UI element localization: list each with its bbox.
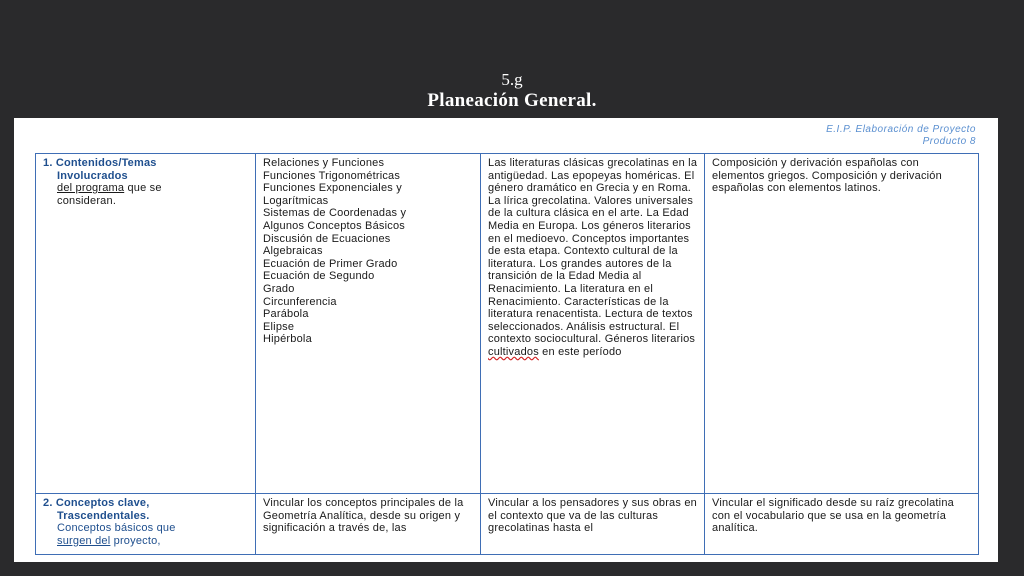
row-label-title-cont: Involucrados [57,169,128,182]
underlined-text: del programa [57,182,125,195]
etymology-topics-cell: Composición y derivación españolas con elementos griegos. Composición y derivación españolas con elementos latinos. [705,154,979,494]
list-item: Funciones Exponenciales y [263,182,402,195]
list-item: Algunos Conceptos Básicos [263,219,405,232]
row-label-subtitle [43,182,250,195]
row-label-cell [36,154,256,494]
document-header-project: E.I.P. Elaboración de Proyecto [826,124,976,135]
slide-title-text: Planeación General. [427,90,597,111]
list-item: Circunferencia [263,295,337,308]
slide-title-number: 5.g [501,70,523,89]
list-item: Sistemas de Coordenadas y [263,207,407,220]
table-row [36,494,979,555]
list-item: Parábola [263,308,309,321]
list-item: Relaciones y Funciones [263,157,385,169]
row-label-title: 2. Conceptos clave, [43,497,150,509]
list-item: Hipérbola [263,333,312,346]
literature-concepts-cell: Vincular a los pensadores y sus obras en el contexto que va de las culturas grecolatinas hasta el [481,494,705,555]
list-item: Funciones Trigonométricas [263,169,401,182]
literature-text-end: en este período [538,345,622,358]
row-label-title: 1. Contenidos/Temas [43,157,157,169]
planning-table [35,153,979,555]
etymology-concepts-cell: Vincular el significado desde su raíz grecolatina con el vocabulario que se usa en la geometría analítica. [705,494,979,555]
list-item: Ecuación de Primer Grado [263,257,398,270]
row-label-title-cont: Trascendentales. [57,509,150,522]
literature-text: Las literaturas clásicas grecolatinas en la antigüedad. Las epopeyas homéricas. El género dramático en Grecia y en Roma. La lírica grecolatina. Valores universales de la cultura clásica en el arte. La Edad Media en Europa. Los géneros literarios en el medioevo. Conceptos importantes de esta etapa. Contexto cultural de la literatura. Los grandes autores de la transición de la Edad Media al Renacimiento. La literatura en el Renacimiento. Características de la literatura renacentista. Lectura de textos seleccionados. Análisis estructural. El contexto sociocultural. Géneros literarios [488,157,698,346]
document-header [826,124,976,148]
document-image [14,118,998,562]
spellcheck-word: cultivados [488,345,539,358]
literature-topics-cell [481,154,705,494]
list-item: Discusión de Ecuaciones [263,232,391,245]
document-header-product: Producto 8 [922,136,976,147]
list-item: Algebraicas [263,245,323,258]
subtitle-rest: proyecto, [110,534,161,547]
list-item: Elipse [263,320,295,333]
row-label-subtitle-cont [43,535,250,548]
row-label-subtitle: Conceptos básicos que [57,522,176,535]
slide-title [0,70,1024,112]
list-item: Grado [263,282,295,295]
list-item: Ecuación de Segundo [263,270,375,283]
underlined-text: surgen del [57,534,111,547]
subtitle-rest: que se [124,182,162,195]
row-label-subtitle-cont: consideran. [57,194,117,207]
row-label-cell [36,494,256,555]
list-item: Logarítmicas [263,194,329,207]
table-row [36,154,979,494]
math-topics-cell [256,154,481,494]
math-concepts-cell: Vincular los conceptos principales de la Geometría Analítica, desde su origen y significación a través de, las [256,494,481,555]
